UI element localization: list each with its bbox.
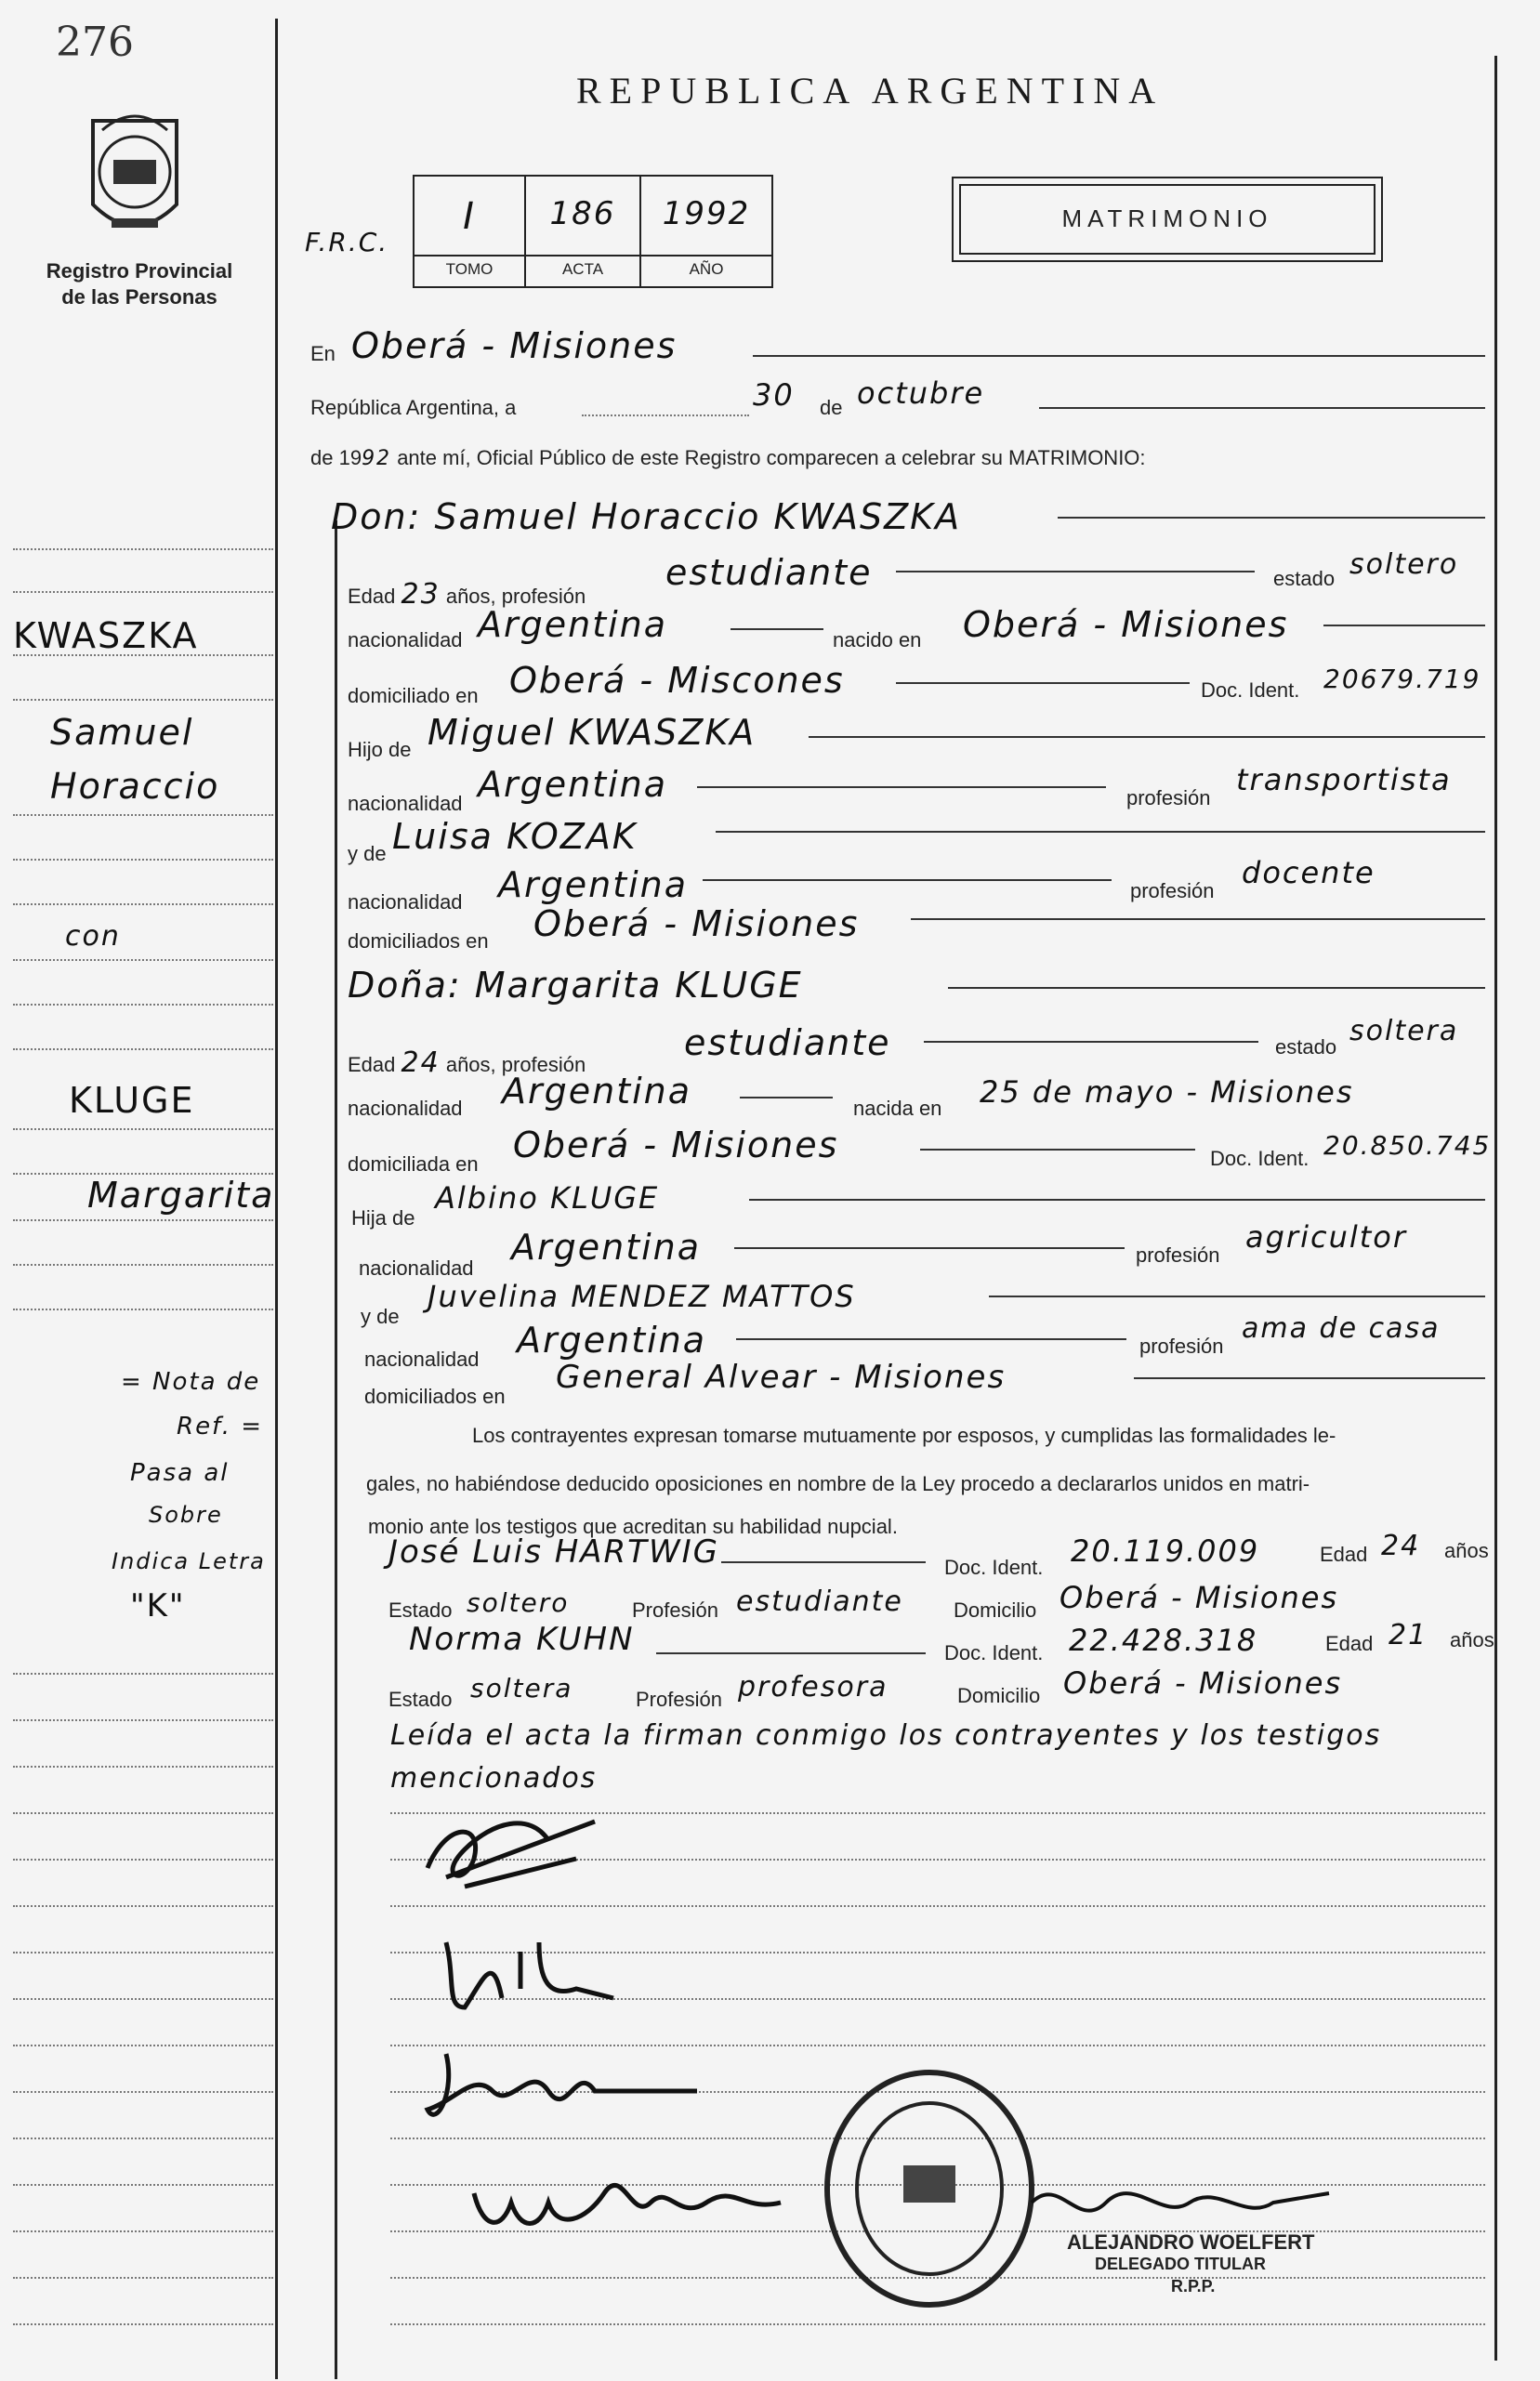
witness1-estado-label: Estado [388, 1598, 453, 1622]
bride-doc-number: 20.850.745 [1323, 1130, 1492, 1161]
bride-birthplace: 25 de mayo - Misiones [980, 1074, 1354, 1110]
tomo-value: I [463, 195, 476, 238]
bride-domicile: Oberá - Misiones [513, 1125, 839, 1165]
groom-domicile: Oberá - Miscones [509, 660, 845, 701]
groom-parents-domicile-label: domiciliados en [348, 929, 489, 953]
republica-label: República Argentina, a [310, 396, 517, 419]
witness1-anos-label: años [1444, 1539, 1489, 1562]
body-divider [335, 520, 337, 2379]
margin-groom-surname: KWASZKA [13, 615, 199, 656]
margin-note-line4: Sobre [149, 1502, 223, 1528]
witness1-doc: 20.119.009 [1071, 1533, 1260, 1569]
groom-doc-label: Doc. Ident. [1201, 678, 1300, 702]
bride-civil-status: soltera [1349, 1015, 1459, 1047]
witness1-name: José Luis HARTWIG [388, 1533, 719, 1571]
bride-mother-nat-label: nacionalidad [364, 1348, 480, 1371]
bride-father-nationality: Argentina [511, 1227, 702, 1268]
groom-father-prof-label: profesión [1126, 786, 1211, 809]
groom-father-nationality: Argentina [478, 764, 668, 805]
bride-nationality: Argentina [502, 1071, 692, 1112]
witness2-estado-label: Estado [388, 1688, 453, 1711]
groom-full-name: Don: Samuel Horaccio KWASZKA [331, 496, 962, 537]
closing-line1: Leída el acta la firman conmigo los contrayentes y los testigos [390, 1719, 1382, 1752]
bride-father-prof-label: profesión [1136, 1243, 1220, 1267]
bride-estado-label: estado [1275, 1035, 1337, 1059]
groom-nationality-label: nacionalidad [348, 628, 463, 651]
registry-reference-table [413, 175, 773, 288]
groom-mother-name: Luisa KOZAK [392, 816, 638, 857]
signature-bride [428, 1924, 632, 2026]
witness2-name: Norma KUHN [409, 1621, 635, 1658]
officer-name: ALEJANDRO WOELFERT [1067, 2230, 1315, 2254]
bride-mother-name: Juvelina MENDEZ MATTOS [428, 1279, 856, 1314]
de-label-1: de [820, 396, 843, 419]
witness2-doc: 22.428.318 [1069, 1623, 1258, 1658]
bride-mother-label: y de [361, 1305, 400, 1328]
groom-birthplace: Oberá - Misiones [963, 604, 1289, 645]
witness2-domicile: Oberá - Misiones [1063, 1665, 1343, 1701]
margin-groom-name1: Samuel [50, 712, 194, 753]
groom-doc-number: 20679.719 [1323, 664, 1481, 694]
groom-parents-domicile: Oberá - Misiones [533, 903, 860, 944]
officer-title: DELEGADO TITULAR [1095, 2255, 1266, 2273]
witness2-civil-status: soltera [470, 1673, 573, 1704]
groom-age: 23 [401, 578, 441, 611]
witness1-age: 24 [1381, 1530, 1421, 1562]
legal-text-line2: gales, no habiéndose deducido oposiciones en nombre de la Ley procedo a declararlos unidos en matri- [366, 1472, 1310, 1495]
witness1-prof-label: Profesión [632, 1598, 718, 1622]
bride-father-label: Hija de [351, 1206, 415, 1230]
groom-mother-nat-label: nacionalidad [348, 890, 463, 914]
witness1-doc-label: Doc. Ident. [944, 1556, 1044, 1579]
groom-age-label: Edad 23 años, profesión [348, 578, 586, 611]
document-type: MATRIMONIO [1061, 204, 1273, 232]
margin-note-line3: Pasa al [130, 1459, 230, 1487]
legal-text-line1: Los contrayentes expresan tomarse mutuamente por esposos, y cumplidas las formalidades le- [472, 1424, 1336, 1447]
ano-value: 1992 [662, 195, 751, 232]
groom-profession: estudiante [665, 552, 873, 593]
signature-officer [1022, 2165, 1338, 2240]
bride-profession: estudiante [684, 1022, 891, 1063]
bride-father-nat-label: nacionalidad [359, 1256, 474, 1280]
witness2-profession: profesora [738, 1671, 888, 1704]
margin-groom-name2: Horaccio [50, 766, 220, 807]
declaration-text: de 1992 ante mí, Oficial Público de este Registro comparecen a celebrar su MATRIMONIO: [310, 446, 1146, 470]
margin-note-line2: Ref. = [177, 1413, 264, 1440]
signature-witness1 [418, 2035, 716, 2138]
country-title: REPUBLICA ARGENTINA [576, 70, 1165, 112]
day-value: 30 [753, 377, 795, 413]
bride-nationality-label: nacionalidad [348, 1097, 463, 1120]
document-type-box [952, 177, 1383, 262]
margin-note-line5: Indica Letra [112, 1548, 266, 1574]
ano-label: AÑO [689, 260, 724, 278]
groom-born-label: nacido en [833, 628, 922, 651]
bride-age-label: Edad 24 años, profesión [348, 1046, 586, 1079]
bride-doc-label: Doc. Ident. [1210, 1147, 1310, 1170]
groom-mother-profession: docente [1242, 855, 1375, 890]
groom-mother-prof-label: profesión [1130, 879, 1215, 902]
margin-bride-surname: KLUGE [69, 1080, 195, 1121]
witness2-doc-label: Doc. Ident. [944, 1641, 1044, 1664]
bride-mother-profession: ama de casa [1242, 1312, 1441, 1345]
bride-mother-nationality: Argentina [517, 1320, 707, 1361]
frc-annotation: F.R.C. [305, 227, 389, 257]
groom-father-label: Hijo de [348, 738, 412, 761]
bride-born-label: nacida en [853, 1097, 942, 1120]
witness1-profession: estudiante [736, 1585, 903, 1618]
witness1-age-label: Edad [1320, 1543, 1368, 1566]
witness2-domicile-label: Domicilio [957, 1684, 1041, 1707]
groom-nationality: Argentina [478, 604, 668, 645]
signature-witness2 [465, 2156, 799, 2240]
bride-parents-domicile-label: domiciliados en [364, 1385, 506, 1408]
provincial-seal-icon [74, 93, 195, 251]
groom-estado-label: estado [1273, 567, 1336, 590]
year-value: 92 [362, 447, 392, 470]
witness1-civil-status: soltero [467, 1587, 570, 1618]
witness2-age-label: Edad [1325, 1632, 1374, 1655]
groom-mother-label: y de [348, 842, 387, 865]
margin-note-line1: = Nota de [121, 1368, 261, 1396]
right-border [1494, 56, 1497, 2361]
official-stamp-icon [818, 2063, 1041, 2314]
witness1-domicile: Oberá - Misiones [1060, 1580, 1339, 1615]
bride-domicile-label: domiciliada en [348, 1152, 479, 1176]
bride-father-profession: agricultor [1245, 1219, 1408, 1255]
bride-age: 24 [401, 1046, 441, 1079]
bride-mother-prof-label: profesión [1139, 1335, 1224, 1358]
groom-father-nat-label: nacionalidad [348, 792, 463, 815]
margin-con: con [65, 920, 121, 953]
bride-father-name: Albino KLUGE [435, 1180, 660, 1216]
acta-label: ACTA [561, 260, 604, 278]
signature-groom [409, 1803, 613, 1905]
groom-father-profession: transportista [1236, 762, 1452, 797]
witness2-age: 21 [1389, 1619, 1428, 1651]
groom-mother-nationality: Argentina [498, 864, 689, 905]
officer-office: R.P.P. [1171, 2277, 1216, 2295]
month-value: octubre [857, 375, 985, 411]
groom-civil-status: soltero [1349, 548, 1459, 581]
tomo-label: TOMO [445, 260, 494, 278]
witness2-prof-label: Profesión [636, 1688, 722, 1711]
bride-full-name: Doña: Margarita KLUGE [348, 965, 803, 1006]
acta-value: 186 [549, 195, 616, 232]
bride-parents-domicile: General Alvear - Misiones [556, 1359, 1007, 1396]
margin-bride-name: Margarita [87, 1175, 275, 1216]
groom-father-name: Miguel KWASZKA [428, 712, 757, 753]
folio-number: 276 [56, 19, 134, 66]
margin-note-line6: "K" [130, 1587, 186, 1625]
en-label: En [310, 342, 336, 365]
witness1-domicile-label: Domicilio [954, 1598, 1037, 1622]
margin-divider [275, 19, 278, 2379]
closing-line2: mencionados [390, 1762, 598, 1795]
witness2-anos-label: años [1450, 1628, 1494, 1651]
groom-domicile-label: domiciliado en [348, 684, 479, 707]
legal-text-line3: monio ante los testigos que acreditan su habilidad nupcial. [368, 1515, 898, 1538]
place-value: Oberá - Misiones [351, 325, 678, 366]
registry-name: Registro Provincial de las Personas [46, 259, 233, 309]
